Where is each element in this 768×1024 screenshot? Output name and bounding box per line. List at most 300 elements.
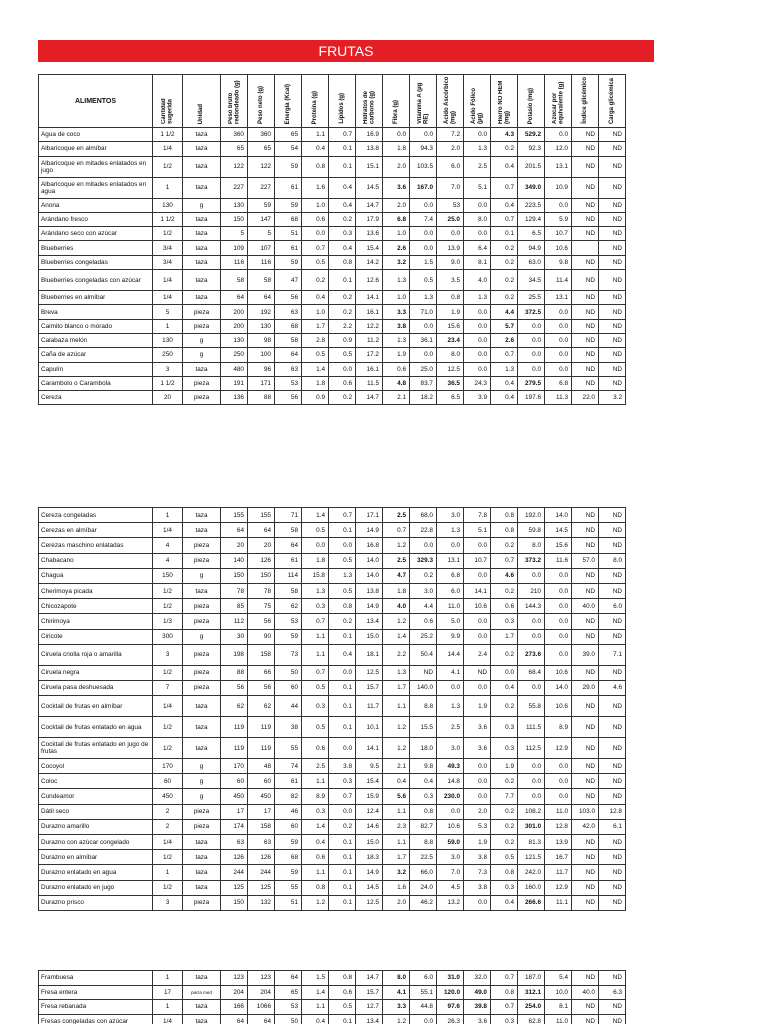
value-cell: 0.0 <box>545 614 572 629</box>
value-cell: ND <box>599 880 626 895</box>
value-cell: 6.0 <box>410 971 437 986</box>
value-cell: ND <box>599 198 626 212</box>
value-cell: 0.3 <box>302 804 329 819</box>
unit-cell: taza <box>183 850 221 865</box>
value-cell: 103.5 <box>410 156 437 177</box>
fruits-table-2 <box>38 507 626 911</box>
value-cell: 3.8 <box>464 850 491 865</box>
column-header-label: Ácido Ascórbico (mg) <box>443 76 456 124</box>
unit-cell: taza <box>183 880 221 895</box>
value-cell: 14.7 <box>356 971 383 986</box>
table-row <box>39 738 626 759</box>
value-cell: 192.0 <box>518 508 545 523</box>
value-cell: 5.0 <box>437 614 464 629</box>
value-cell: 94.3 <box>410 142 437 156</box>
value-cell: 0.5 <box>329 583 356 598</box>
value-cell: 60 <box>248 774 275 789</box>
column-header <box>329 75 356 128</box>
value-cell: ND <box>572 971 599 986</box>
value-cell: 126 <box>248 850 275 865</box>
value-cell: 4.3 <box>491 128 518 142</box>
value-cell: 103.0 <box>572 804 599 819</box>
value-cell: 58 <box>275 523 302 538</box>
value-cell: 0.0 <box>545 644 572 665</box>
value-cell: ND <box>572 789 599 804</box>
value-cell: 6.0 <box>437 156 464 177</box>
value-cell: 0.4 <box>302 835 329 850</box>
value-cell: 244 <box>248 865 275 880</box>
table-row <box>39 865 626 880</box>
section-title-banner: FRUTAS <box>38 40 654 62</box>
value-cell: 480 <box>221 362 248 376</box>
value-cell: ND <box>572 270 599 291</box>
value-cell: 0.7 <box>491 348 518 362</box>
column-header-label: Carga glicémica <box>608 77 615 124</box>
value-cell: 11.4 <box>545 270 572 291</box>
value-cell: 0.0 <box>410 128 437 142</box>
value-cell: 1.9 <box>491 759 518 774</box>
value-cell: 360 <box>221 128 248 142</box>
quantity-cell: 1/4 <box>153 1014 183 1024</box>
value-cell: 4.8 <box>383 376 410 390</box>
value-cell: ND <box>599 177 626 198</box>
food-name: Dátil seco <box>39 804 153 819</box>
value-cell: 0.0 <box>329 665 356 680</box>
value-cell: 1.1 <box>302 644 329 665</box>
value-cell: 1066 <box>248 1000 275 1015</box>
value-cell: 0.0 <box>491 665 518 680</box>
food-name: Ciruela pasa deshuesada <box>39 680 153 695</box>
value-cell: 51 <box>275 895 302 910</box>
value-cell: 123 <box>248 971 275 986</box>
value-cell: 0.0 <box>518 568 545 583</box>
value-cell: 4.0 <box>383 599 410 614</box>
unit-cell: taza <box>183 865 221 880</box>
column-header <box>410 75 437 128</box>
unit-cell: taza <box>183 227 221 241</box>
table-row <box>39 804 626 819</box>
value-cell: ND <box>572 212 599 226</box>
value-cell: 7.7 <box>491 789 518 804</box>
value-cell: ND <box>572 255 599 269</box>
unit-cell: pieza <box>183 305 221 319</box>
food-name: Blueberries congeladas con azúcar <box>39 270 153 291</box>
table-header-row <box>39 75 626 128</box>
value-cell: 46 <box>275 804 302 819</box>
value-cell: 14.9 <box>356 865 383 880</box>
value-cell: 3.0 <box>437 508 464 523</box>
value-cell: 3.2 <box>599 391 626 405</box>
value-cell: ND <box>572 774 599 789</box>
value-cell: 5 <box>221 227 248 241</box>
column-header <box>248 75 275 128</box>
value-cell: 7.4 <box>410 212 437 226</box>
table-row <box>39 665 626 680</box>
value-cell: 0.2 <box>491 774 518 789</box>
value-cell: ND <box>572 717 599 738</box>
quantity-cell: 2 <box>153 804 183 819</box>
value-cell: 74 <box>275 759 302 774</box>
value-cell: 0.0 <box>545 305 572 319</box>
value-cell: 2.2 <box>329 319 356 333</box>
table-row <box>39 291 626 305</box>
value-cell: 0.0 <box>545 599 572 614</box>
value-cell: 140.0 <box>410 680 437 695</box>
value-cell: 120.0 <box>437 985 464 1000</box>
column-header-label: Azúcar por equivalente (g) <box>551 81 564 124</box>
quantity-cell: 450 <box>153 789 183 804</box>
food-name: Blueberries congeladas <box>39 255 153 269</box>
value-cell: 68 <box>275 850 302 865</box>
value-cell: 0.2 <box>491 804 518 819</box>
quantity-cell: 1/4 <box>153 142 183 156</box>
value-cell: ND <box>572 376 599 390</box>
food-name: Agua de coco <box>39 128 153 142</box>
value-cell: 22.5 <box>410 850 437 865</box>
value-cell: 20 <box>221 538 248 553</box>
value-cell: 0.0 <box>464 348 491 362</box>
value-cell: 15.1 <box>356 156 383 177</box>
value-cell: 73 <box>275 644 302 665</box>
value-cell: 78 <box>221 583 248 598</box>
quantity-cell: 1/4 <box>153 270 183 291</box>
value-cell: 0.0 <box>545 789 572 804</box>
value-cell: 0.4 <box>302 291 329 305</box>
value-cell: 66.0 <box>410 865 437 880</box>
value-cell <box>572 241 599 255</box>
value-cell: 24.3 <box>464 376 491 390</box>
value-cell: 6.3 <box>599 985 626 1000</box>
food-name: Albaricoque en mitades enlatados en agua <box>39 177 153 198</box>
value-cell: 14.5 <box>545 523 572 538</box>
value-cell: 2.6 <box>383 241 410 255</box>
value-cell: 14.1 <box>356 291 383 305</box>
table-row <box>39 985 626 1000</box>
unit-cell: g <box>183 774 221 789</box>
value-cell: 50 <box>275 665 302 680</box>
table-row <box>39 255 626 269</box>
unit-cell: taza <box>183 583 221 598</box>
unit-cell: g <box>183 333 221 347</box>
food-name: Durazno con azúcar congelado <box>39 835 153 850</box>
value-cell: 2.1 <box>383 759 410 774</box>
quantity-cell: 1 <box>153 177 183 198</box>
value-cell: 0.5 <box>410 270 437 291</box>
value-cell: 71.0 <box>410 305 437 319</box>
value-cell: 3.8 <box>329 759 356 774</box>
value-cell: 0.6 <box>383 362 410 376</box>
quantity-cell: 1/2 <box>153 583 183 598</box>
quantity-cell: 1/2 <box>153 599 183 614</box>
value-cell: 116 <box>248 255 275 269</box>
value-cell: 0.0 <box>545 568 572 583</box>
value-cell: ND <box>599 319 626 333</box>
table-row <box>39 333 626 347</box>
value-cell: 0.3 <box>302 599 329 614</box>
value-cell: 0.4 <box>329 177 356 198</box>
value-cell: 1.2 <box>383 614 410 629</box>
value-cell: 0.6 <box>329 376 356 390</box>
value-cell: 0.2 <box>491 255 518 269</box>
value-cell: ND <box>599 789 626 804</box>
value-cell: 158 <box>248 819 275 834</box>
food-name: Chirimoya <box>39 614 153 629</box>
value-cell: 1.1 <box>383 696 410 717</box>
value-cell: 53 <box>275 1000 302 1015</box>
value-cell: 78 <box>248 583 275 598</box>
value-cell: 147 <box>248 212 275 226</box>
value-cell: 1.4 <box>302 819 329 834</box>
value-cell: 204 <box>248 985 275 1000</box>
value-cell: 16.7 <box>545 850 572 865</box>
value-cell: 46.2 <box>410 895 437 910</box>
value-cell: 48 <box>248 759 275 774</box>
value-cell: 0.3 <box>491 614 518 629</box>
value-cell: ND <box>599 774 626 789</box>
value-cell: 0.0 <box>545 362 572 376</box>
value-cell: 54 <box>275 142 302 156</box>
value-cell: 126 <box>221 850 248 865</box>
value-cell: ND <box>599 1000 626 1015</box>
value-cell: 0.6 <box>329 985 356 1000</box>
value-cell: ND <box>599 614 626 629</box>
value-cell: 0.4 <box>491 680 518 695</box>
value-cell: 1.1 <box>302 774 329 789</box>
value-cell: 0.0 <box>464 629 491 644</box>
value-cell: 0.0 <box>545 319 572 333</box>
value-cell: 0.6 <box>491 599 518 614</box>
value-cell: 6.8 <box>545 376 572 390</box>
value-cell: 50.4 <box>410 644 437 665</box>
value-cell: 0.2 <box>491 241 518 255</box>
unit-cell: pieza med <box>183 985 221 1000</box>
column-header-label: Fibra (g) <box>392 100 399 124</box>
value-cell: 11.0 <box>437 599 464 614</box>
value-cell: ND <box>599 865 626 880</box>
value-cell: 20 <box>248 538 275 553</box>
value-cell: 1.4 <box>302 362 329 376</box>
value-cell: 13.8 <box>356 583 383 598</box>
value-cell: 529.2 <box>518 128 545 142</box>
food-name: Cocktail de frutas enlatado en agua <box>39 717 153 738</box>
value-cell: 0.9 <box>329 333 356 347</box>
quantity-cell: 3 <box>153 362 183 376</box>
value-cell: 61 <box>275 241 302 255</box>
value-cell: 12.0 <box>545 142 572 156</box>
value-cell: 0.5 <box>329 1000 356 1015</box>
value-cell: 12.8 <box>599 804 626 819</box>
value-cell: 12.5 <box>437 362 464 376</box>
value-cell: 10.7 <box>464 553 491 568</box>
value-cell: 25.2 <box>410 629 437 644</box>
value-cell: 0.0 <box>464 305 491 319</box>
value-cell: 1.8 <box>302 376 329 390</box>
table-row <box>39 156 626 177</box>
value-cell: 204 <box>221 985 248 1000</box>
quantity-cell: 130 <box>153 198 183 212</box>
value-cell: 6.8 <box>437 568 464 583</box>
value-cell: 132 <box>248 895 275 910</box>
quantity-cell: 1/4 <box>153 696 183 717</box>
value-cell: 7.0 <box>437 865 464 880</box>
value-cell: 4.0 <box>464 270 491 291</box>
value-cell: 1.6 <box>383 880 410 895</box>
value-cell: ND <box>572 1000 599 1015</box>
value-cell: 0.1 <box>329 696 356 717</box>
value-cell: 0.0 <box>437 804 464 819</box>
value-cell: 11.3 <box>545 391 572 405</box>
value-cell: 14.0 <box>545 680 572 695</box>
value-cell: 59.8 <box>518 523 545 538</box>
value-cell: 40.0 <box>572 985 599 1000</box>
value-cell: 0.0 <box>464 680 491 695</box>
value-cell: 15.6 <box>437 319 464 333</box>
value-cell: ND <box>572 348 599 362</box>
value-cell: 0.8 <box>302 880 329 895</box>
value-cell: 2.0 <box>383 895 410 910</box>
value-cell: 1.3 <box>437 523 464 538</box>
value-cell: 122 <box>248 156 275 177</box>
value-cell: ND <box>599 523 626 538</box>
column-header <box>464 75 491 128</box>
value-cell: ND <box>572 1014 599 1024</box>
value-cell: 4.6 <box>491 568 518 583</box>
value-cell: 158 <box>248 644 275 665</box>
value-cell: 13.1 <box>545 291 572 305</box>
value-cell: 2.5 <box>383 553 410 568</box>
value-cell: 64 <box>221 291 248 305</box>
value-cell: 12.7 <box>356 1000 383 1015</box>
value-cell: ND <box>572 538 599 553</box>
value-cell: ND <box>599 895 626 910</box>
unit-cell: taza <box>183 362 221 376</box>
food-name: Durazno enlatado en agua <box>39 865 153 880</box>
table-row <box>39 523 626 538</box>
value-cell: 1.1 <box>302 128 329 142</box>
value-cell: 0.8 <box>329 255 356 269</box>
value-cell: ND <box>599 291 626 305</box>
value-cell: 83.7 <box>410 376 437 390</box>
quantity-cell: 1 1/2 <box>153 128 183 142</box>
value-cell: 29.0 <box>572 680 599 695</box>
value-cell: 2.5 <box>302 759 329 774</box>
value-cell: 126 <box>248 553 275 568</box>
value-cell: 3.0 <box>437 738 464 759</box>
column-header <box>491 75 518 128</box>
value-cell: ND <box>599 227 626 241</box>
food-name: Cerezas en almíbar <box>39 523 153 538</box>
value-cell: 13.4 <box>356 614 383 629</box>
value-cell: 0.1 <box>329 895 356 910</box>
value-cell: 0.1 <box>491 227 518 241</box>
value-cell: 129.4 <box>518 212 545 226</box>
value-cell: 15.0 <box>356 629 383 644</box>
value-cell: 6.5 <box>518 227 545 241</box>
value-cell: 279.5 <box>518 376 545 390</box>
value-cell: 167.0 <box>410 177 437 198</box>
value-cell: 42.0 <box>572 819 599 834</box>
value-cell: 119 <box>221 738 248 759</box>
value-cell: 0.0 <box>518 789 545 804</box>
value-cell: 0.0 <box>545 128 572 142</box>
value-cell: 210 <box>518 583 545 598</box>
unit-cell: pieza <box>183 376 221 390</box>
value-cell: 0.7 <box>491 212 518 226</box>
value-cell: 8.8 <box>410 835 437 850</box>
quantity-cell: 150 <box>153 568 183 583</box>
value-cell: 10.6 <box>464 599 491 614</box>
food-name: Cocktail de frutas en almíbar <box>39 696 153 717</box>
value-cell: 0.2 <box>329 291 356 305</box>
food-name: Ciruela criolla roja o amarilla <box>39 644 153 665</box>
value-cell: 0.5 <box>302 523 329 538</box>
value-cell: 5.1 <box>464 523 491 538</box>
value-cell: 0.2 <box>491 819 518 834</box>
value-cell: 1.5 <box>410 255 437 269</box>
value-cell: 0.7 <box>491 1000 518 1015</box>
value-cell: 114 <box>275 568 302 583</box>
value-cell: 0.3 <box>491 717 518 738</box>
value-cell: 1.0 <box>302 305 329 319</box>
unit-cell: taza <box>183 835 221 850</box>
column-header <box>302 75 329 128</box>
column-header-label: Vitamina A (µg RE) <box>416 82 429 124</box>
value-cell: 22.0 <box>572 391 599 405</box>
value-cell: 17.2 <box>356 348 383 362</box>
value-cell: 5.7 <box>491 319 518 333</box>
value-cell: 18.3 <box>356 850 383 865</box>
value-cell: 0.0 <box>545 198 572 212</box>
food-name: Arándano seco con azúcar <box>39 227 153 241</box>
value-cell: 40.0 <box>572 599 599 614</box>
value-cell: 1.4 <box>302 508 329 523</box>
unit-cell: taza <box>183 241 221 255</box>
table-row <box>39 583 626 598</box>
value-cell: 4.4 <box>410 599 437 614</box>
value-cell: 1.3 <box>491 362 518 376</box>
food-name: Frambuesa <box>39 971 153 986</box>
value-cell: 13.4 <box>356 1014 383 1024</box>
value-cell: ND <box>599 508 626 523</box>
quantity-cell: 130 <box>153 333 183 347</box>
value-cell: 62 <box>248 696 275 717</box>
table-row <box>39 1000 626 1015</box>
table-row <box>39 376 626 390</box>
value-cell: 254.0 <box>518 1000 545 1015</box>
table-row <box>39 880 626 895</box>
value-cell: ND <box>572 319 599 333</box>
quantity-cell: 1 <box>153 1000 183 1015</box>
value-cell: 0.0 <box>410 198 437 212</box>
value-cell: 0.3 <box>491 1014 518 1024</box>
value-cell: 59 <box>275 156 302 177</box>
value-cell: 0.2 <box>302 270 329 291</box>
value-cell: 3.6 <box>464 1014 491 1024</box>
value-cell: 2.3 <box>383 819 410 834</box>
value-cell: 0.7 <box>302 614 329 629</box>
value-cell: 1.2 <box>383 738 410 759</box>
value-cell: 0.4 <box>491 391 518 405</box>
value-cell: 0.1 <box>329 1014 356 1024</box>
value-cell: ND <box>599 971 626 986</box>
value-cell: 450 <box>221 789 248 804</box>
value-cell: 174 <box>221 819 248 834</box>
value-cell: 10.9 <box>545 177 572 198</box>
value-cell: 8.0 <box>464 212 491 226</box>
value-cell: 11.7 <box>356 696 383 717</box>
value-cell: 22.8 <box>410 523 437 538</box>
column-header-label: Lípidos (g) <box>338 93 345 124</box>
